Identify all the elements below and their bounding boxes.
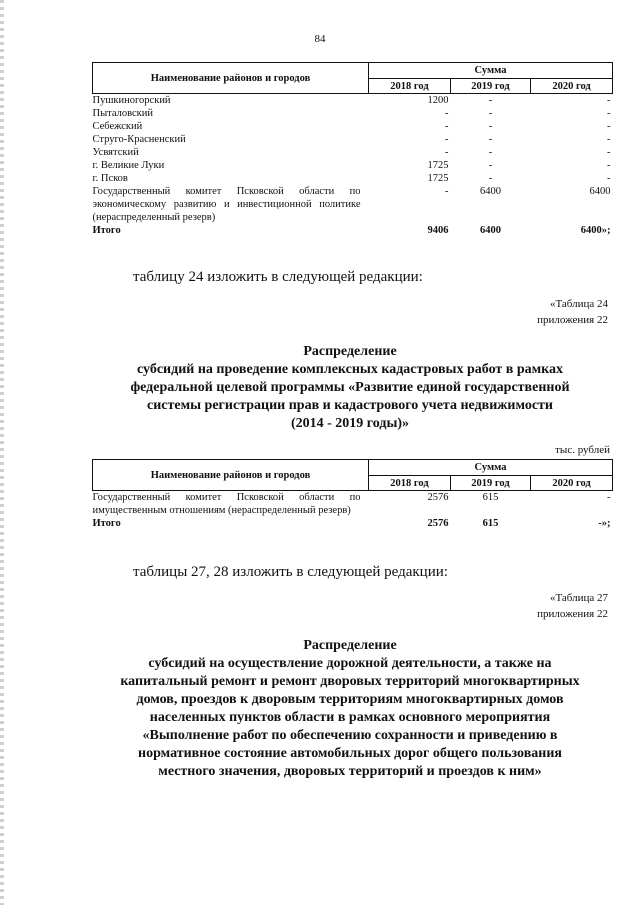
- cell-2020: -: [607, 492, 611, 503]
- cell-2019: -: [488, 147, 493, 158]
- column-header-name: Наименование районов и городов: [93, 460, 369, 491]
- row-name: Струго-Красненский: [92, 134, 186, 145]
- cell-2018: 1200: [427, 95, 449, 106]
- heading27-line3: капитальный ремонт и ремонт дворовых территорий многоквартирных: [120, 674, 580, 689]
- total-label: Итого: [92, 225, 121, 236]
- cell-2019: -: [488, 95, 493, 106]
- cell-2020: -: [607, 147, 611, 158]
- cell-2020: -: [607, 121, 611, 132]
- cell-2018: -: [445, 121, 449, 132]
- row-name: г. Псков: [92, 173, 128, 184]
- heading-table27: [70, 637, 630, 781]
- row-name: Пыталовский: [92, 108, 153, 119]
- table-districts-continued: [92, 62, 613, 237]
- cell-2020: -: [607, 95, 611, 106]
- row-name: Государственный комитет Псковской области по экономическому развитию и инвестиционной политике (нераспределенный резерв): [92, 186, 361, 223]
- column-header-2018: 2018 год: [369, 476, 451, 491]
- scan-edge: [0, 0, 4, 905]
- row-name: Пушкиногорский: [92, 95, 171, 106]
- cell-2019: -: [488, 108, 493, 119]
- table-row: [93, 172, 613, 185]
- heading27-line1: Распределение: [303, 638, 397, 653]
- heading24-line4: системы регистрации прав и кадастрового учета недвижимости: [147, 398, 553, 413]
- table24-note-line1: «Таблица 24: [549, 298, 608, 310]
- table24-note: [537, 296, 608, 328]
- cell-2019: -: [488, 160, 493, 171]
- heading27-line2: субсидий на осуществление дорожной деятельности, а также на: [148, 656, 552, 671]
- cell-2018: -: [445, 147, 449, 158]
- total-2020: -»;: [598, 518, 611, 529]
- column-header-2019: 2019 год: [451, 79, 531, 94]
- table-total-row: [93, 517, 613, 530]
- table24-note-line2: приложения 22: [537, 314, 608, 326]
- page-number: 84: [314, 33, 326, 45]
- table27-note-line1: «Таблица 27: [549, 592, 608, 604]
- table-24: [92, 459, 613, 530]
- heading24-line1: Распределение: [303, 344, 397, 359]
- heading27-line6: «Выполнение работ по обеспечению сохранности и приведению в: [142, 728, 558, 743]
- table-row: [93, 133, 613, 146]
- total-2018: 2576: [427, 518, 449, 529]
- total-label: Итого: [92, 518, 121, 529]
- column-header-sum: Сумма: [369, 63, 613, 79]
- total-2019: 6400: [480, 225, 501, 236]
- heading24-line3: федеральной целевой программы «Развитие единой государственной: [130, 380, 570, 395]
- cell-2020: -: [607, 108, 611, 119]
- row-name: Усвятский: [92, 147, 139, 158]
- cell-2018: 2576: [427, 492, 449, 503]
- cell-2019: 6400: [480, 186, 501, 197]
- instruction-text-table27: таблицы 27, 28 изложить в следующей редакции:: [133, 564, 448, 580]
- instruction-text-table24: таблицу 24 изложить в следующей редакции:: [133, 269, 423, 285]
- table-row: [93, 120, 613, 133]
- column-header-2020: 2020 год: [531, 476, 613, 491]
- table-row: [93, 159, 613, 172]
- table-row: [93, 94, 613, 108]
- column-header-sum: Сумма: [369, 460, 613, 476]
- cell-2020: -: [607, 173, 611, 184]
- cell-2019: -: [488, 134, 493, 145]
- heading27-line8: местного значения, дворовых территорий и проездов к ним»: [158, 764, 542, 779]
- heading27-line7: нормативное состояние автомобильных дорог общего пользования: [138, 746, 562, 761]
- row-name: Государственный комитет Псковской области по имущественным отношениям (нераспределенный резерв): [92, 492, 361, 516]
- heading27-line4: домов, проездов к дворовым территориям многоквартирных домов: [136, 692, 564, 707]
- table-row: [93, 107, 613, 120]
- column-header-2018: 2018 год: [369, 79, 451, 94]
- heading27-line5: населенных пунктов области в рамках основного мероприятия: [149, 710, 551, 725]
- row-name: Себежский: [92, 121, 143, 132]
- heading24-line5: (2014 - 2019 годы)»: [290, 416, 410, 431]
- cell-2019: -: [488, 121, 493, 132]
- cell-2019: -: [488, 173, 493, 184]
- total-2018: 9406: [427, 225, 449, 236]
- column-header-name: Наименование районов и городов: [93, 63, 369, 94]
- cell-2018: -: [445, 186, 449, 197]
- row-name: г. Великие Луки: [92, 160, 165, 171]
- cell-2020: -: [607, 134, 611, 145]
- cell-2018: 1725: [427, 173, 449, 184]
- cell-2018: 1725: [427, 160, 449, 171]
- table-row: [93, 146, 613, 159]
- table-row: [93, 491, 613, 518]
- table-total-row: [93, 224, 613, 237]
- column-header-2020: 2020 год: [531, 79, 613, 94]
- heading-table24: [70, 343, 630, 433]
- column-header-2019: 2019 год: [451, 476, 531, 491]
- table27-note-line2: приложения 22: [537, 608, 608, 620]
- table-row: [93, 185, 613, 224]
- cell-2019: 615: [482, 492, 499, 503]
- cell-2020: 6400: [589, 186, 611, 197]
- cell-2020: -: [607, 160, 611, 171]
- units-label: тыс. рублей: [555, 444, 610, 456]
- total-2020: 6400»;: [580, 225, 611, 236]
- cell-2018: -: [445, 134, 449, 145]
- heading24-line2: субсидий на проведение комплексных кадастровых работ в рамках: [136, 362, 563, 377]
- cell-2018: -: [445, 108, 449, 119]
- table27-note: [537, 590, 608, 622]
- total-2019: 615: [482, 518, 499, 529]
